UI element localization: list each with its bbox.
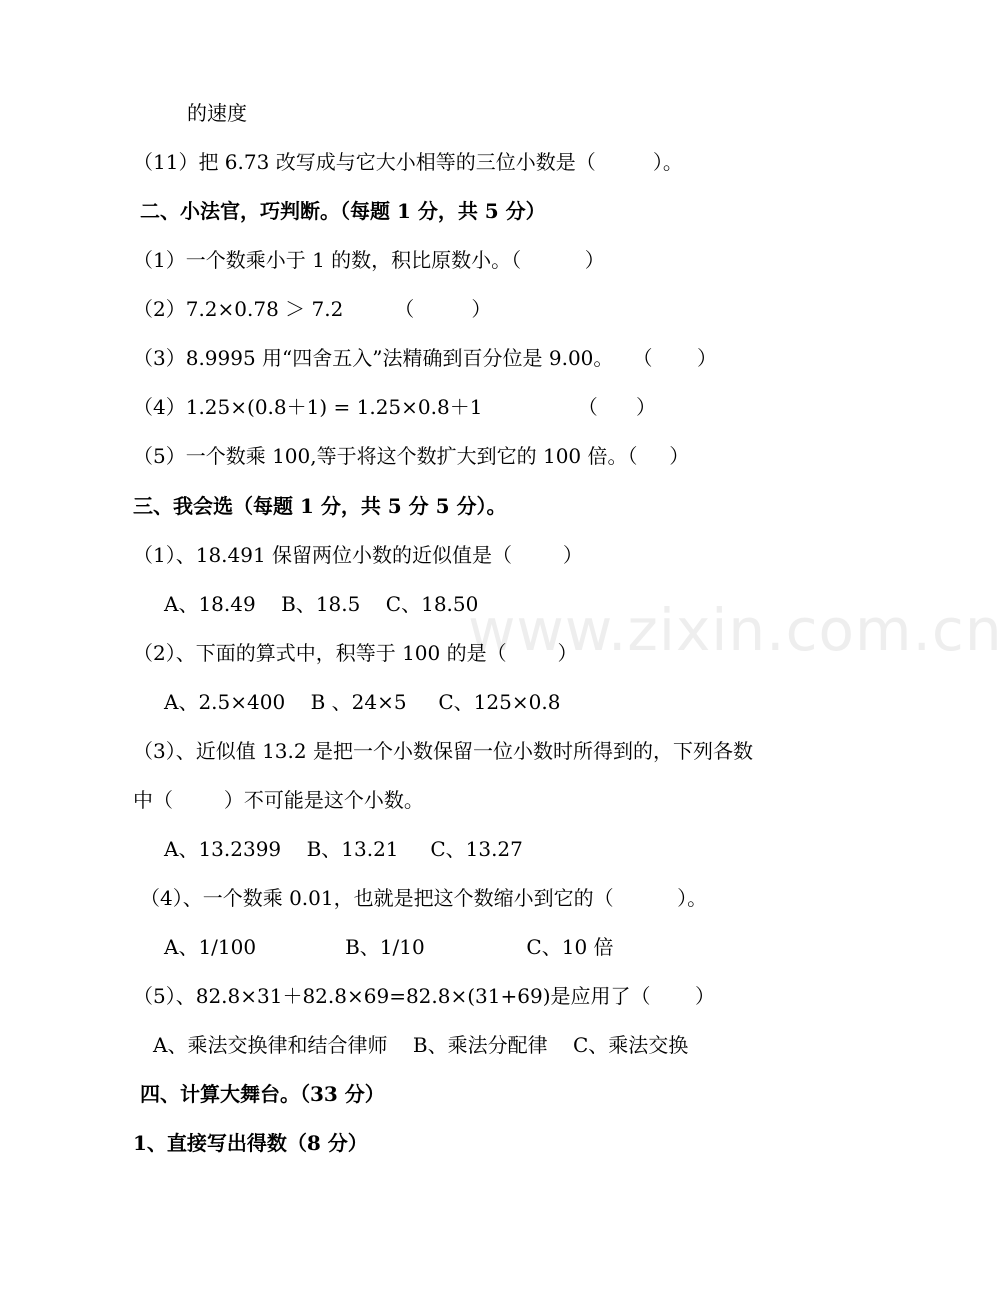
- choice-options-5: A、乘法交换律和结合律师 B、乘法分配律 C、乘法交换: [153, 1033, 689, 1057]
- judge-item-2: （2）7.2×0.78 ＞ 7.2 （ ）: [133, 297, 492, 321]
- judge-item-4: （4）1.25×(0.8＋1) = 1.25×0.8＋1 （ ）: [133, 395, 656, 419]
- text-line-speed: 的速度: [187, 101, 247, 125]
- choice-question-4: （4）、一个数乘 0.01，也就是把这个数缩小到它的（ ）。: [140, 886, 708, 910]
- watermark: www.zixin.com.cn: [468, 596, 1003, 664]
- choice-options-4: A、1/100 B、1/10 C、10 倍: [164, 935, 614, 959]
- choice-options-2: A、2.5×400 B 、24×5 C、125×0.8: [164, 690, 561, 714]
- subsection-heading-direct: 1、直接写出得数（8 分）: [133, 1131, 368, 1155]
- judge-item-5: （5）一个数乘 100,等于将这个数扩大到它的 100 倍。（ ）: [133, 444, 690, 468]
- section-heading-judge: 二、小法官，巧判断。（每题 1 分，共 5 分）: [140, 199, 546, 223]
- choice-question-3: （3）、近似值 13.2 是把一个小数保留一位小数时所得到的，下列各数: [133, 739, 753, 763]
- choice-question-5: （5）、82.8×31＋82.8×69=82.8×(31+69)是应用了（ ）: [133, 984, 716, 1008]
- judge-item-3: （3）8.9995 用“四舍五入”法精确到百分位是 9.00。 （ ）: [133, 346, 717, 370]
- choice-question-2: （2）、下面的算式中，积等于 100 的是（ ）: [133, 641, 578, 665]
- question-fill-11: （11）把 6.73 改写成与它大小相等的三位小数是（ ）。: [133, 150, 683, 174]
- section-heading-choice: 三、我会选（每题 1 分，共 5 分 5 分）。: [133, 494, 507, 518]
- section-heading-calc: 四、计算大舞台。（33 分）: [140, 1082, 385, 1106]
- choice-options-1: A、18.49 B、18.5 C、18.50: [164, 592, 479, 616]
- choice-question-3-cont: 中（ ）不可能是这个小数。: [133, 788, 424, 812]
- choice-options-3: A、13.2399 B、13.21 C、13.27: [164, 837, 523, 861]
- choice-question-1: （1）、18.491 保留两位小数的近似值是（ ）: [133, 543, 583, 567]
- judge-item-1: （1）一个数乘小于 1 的数，积比原数小。（ ）: [133, 248, 605, 272]
